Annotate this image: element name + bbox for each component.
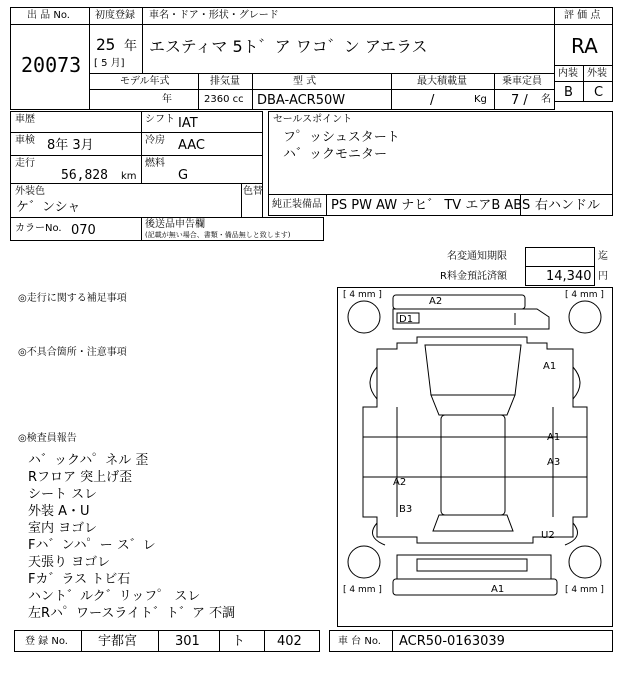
wheel-fr	[569, 301, 601, 333]
front-bumper	[393, 309, 549, 329]
ext-color-cell	[10, 183, 242, 218]
type-value: DBA-ACR50W	[257, 93, 346, 108]
reg-num: 402	[277, 634, 302, 649]
max-load-label-cell	[391, 73, 495, 90]
capacity-cell	[494, 89, 555, 110]
model-year-label: モデル年式	[120, 76, 170, 87]
grade-label: 評 価 点	[564, 10, 601, 21]
recycle-value: 14,340	[546, 269, 592, 284]
inspector-item: Fカ゛ラス トビ石	[28, 572, 131, 587]
equip-cell	[326, 194, 531, 216]
post-items-note: (記載が無い場合、書類・備品無しと致します)	[145, 231, 291, 239]
tire-rl-label: [ 4 mm ]	[343, 585, 382, 595]
reg-area: 宇都宮	[98, 634, 138, 649]
inspector-item: 外装 A・U	[28, 504, 90, 519]
mark-front-bumper: A2	[429, 296, 443, 307]
grade-value: RA	[571, 34, 598, 58]
equip-label: 純正装備品	[272, 199, 322, 210]
model-year-unit: 年	[162, 94, 172, 105]
sales-point-cell	[268, 111, 613, 195]
fuel-value: G	[178, 168, 189, 183]
shift-value: IAT	[178, 116, 198, 131]
max-load-value: /	[430, 93, 435, 108]
mark-right-door-front: A1	[547, 432, 561, 443]
mileage-unit: km	[121, 171, 137, 182]
lot-number-cell	[10, 24, 90, 110]
right-mirror	[573, 367, 580, 399]
inspector-item: ハ゛ックハ゜ネル 歪	[28, 453, 149, 468]
inspector-item: Fハ゛ンハ゜ー ス゛レ	[28, 538, 156, 553]
fuel-label: 燃料	[145, 158, 165, 169]
ext-color-label: 外装色	[15, 186, 45, 197]
max-load-unit: Kg	[474, 94, 487, 105]
inspector-item: ハント゛ルク゛リッフ゜ スレ	[28, 589, 201, 604]
equip-label-cell	[268, 194, 327, 216]
car-name-label-cell	[142, 7, 555, 25]
type-label: 型 式	[293, 76, 317, 87]
front-bumper-top	[393, 295, 525, 309]
rear-glass	[433, 515, 513, 531]
inspector-item: シート スレ	[28, 487, 98, 502]
interior-label-cell	[554, 65, 584, 82]
sales-point-label: セールスポイント	[273, 114, 353, 125]
driving-notes-title: ◎走行に関する補足事項	[18, 293, 127, 304]
mileage-value: 56,828	[61, 168, 108, 183]
ac-cell	[141, 132, 263, 156]
sales-point-2: ハ゛ックモニター	[283, 147, 388, 162]
inspector-item: 天張り ヨゴレ	[28, 555, 111, 570]
inspector-item: 左Rハ゜ワースライト゛ト゛ア 不調	[28, 606, 236, 621]
displacement-cell	[198, 89, 253, 110]
type-label-cell	[252, 73, 392, 90]
tire-rr-label: [ 4 mm ]	[565, 585, 604, 595]
recycle-unit: 円	[598, 271, 608, 282]
capacity-unit: 名	[541, 94, 551, 105]
handle-value: 右ハンドル	[535, 198, 601, 213]
first-reg-label-cell	[89, 7, 143, 25]
car-name: エスティマ 5ト゛ア ワコ゛ン アエラス	[149, 37, 428, 56]
reg-kana: ト	[232, 634, 246, 649]
reg-year: 25	[96, 35, 116, 54]
color-change-cell	[241, 183, 263, 218]
roof	[441, 415, 505, 515]
deadline-label: 名変通知期限	[447, 251, 507, 262]
car-name-cell	[142, 24, 555, 74]
right-rear-fender	[565, 523, 578, 545]
max-load-cell	[391, 89, 495, 110]
wheel-rl	[348, 546, 380, 578]
reg-month: [ 5 月]	[94, 58, 125, 69]
displacement-value: 2360 cc	[204, 94, 244, 105]
chassis-label: 車 台 No.	[338, 636, 381, 647]
ac-label: 冷房	[145, 135, 165, 146]
inspector-item: 室内 ヨゴレ	[28, 521, 98, 536]
first-reg-cell	[89, 24, 143, 74]
lot-number: 20073	[21, 53, 82, 77]
windshield	[431, 395, 515, 415]
color-no-cell	[10, 217, 142, 241]
left-mirror	[370, 367, 377, 399]
grade-cell	[554, 24, 613, 66]
capacity-value: 7 /	[511, 93, 528, 108]
reg-class-cell	[158, 630, 220, 652]
reg-no-label: 登 録 No.	[25, 636, 68, 647]
first-reg-label: 初度登録	[95, 10, 135, 21]
model-year-label-cell	[89, 73, 199, 90]
inspector-item: Rフロア 突上げ歪	[28, 470, 133, 485]
handle-cell	[520, 194, 613, 216]
defect-notes-title: ◎不具合箇所・注意事項	[18, 347, 127, 358]
shift-label: シフト	[145, 114, 175, 125]
sales-point-1: フ゜ッシュスタート	[283, 130, 400, 145]
post-items-cell	[141, 217, 324, 241]
color-change-label: 色替	[243, 186, 263, 197]
tire-fl-label: [ 4 mm ]	[343, 290, 382, 300]
mark-rear-bumper: A1	[491, 584, 505, 595]
recycle-box	[525, 266, 595, 286]
reg-kana-cell	[219, 630, 265, 652]
inspection-cell	[10, 132, 142, 156]
ext-color-value: ケ゛ンシャ	[16, 200, 81, 215]
inspection-label: 車検	[15, 135, 35, 146]
chassis-value: ACR50-0163039	[399, 634, 505, 649]
recycle-label: R料金預託済額	[440, 271, 507, 282]
color-no-label: カラーNo.	[15, 223, 62, 234]
mark-left-door: A2	[393, 477, 407, 488]
capacity-label-cell	[494, 73, 555, 90]
inspector-list	[28, 449, 235, 619]
wheel-fl	[348, 301, 380, 333]
reg-num-cell	[264, 630, 320, 652]
reg-area-cell	[81, 630, 159, 652]
exterior-label: 外装	[587, 68, 607, 79]
color-no-value: 070	[71, 223, 96, 238]
car-name-label: 車名・ドア・形状・グレード	[149, 10, 279, 21]
mark-right-front: A1	[543, 361, 557, 372]
inspection-value: 8年 3月	[47, 138, 94, 153]
mark-right-door-rear: A3	[547, 457, 561, 468]
history-cell	[10, 111, 142, 133]
car-damage-diagram	[337, 287, 613, 627]
exterior-grade: C	[594, 85, 604, 100]
shift-cell	[141, 111, 263, 133]
deadline-box	[525, 247, 595, 267]
history-label: 車歴	[15, 114, 35, 125]
exterior-label-cell	[583, 65, 613, 82]
chassis-label-cell	[329, 630, 393, 652]
mileage-label: 走行	[15, 158, 35, 169]
rear-bumper-bottom	[393, 579, 557, 595]
reg-class: 301	[175, 634, 200, 649]
type-cell	[252, 89, 392, 110]
inspector-title: ◎検査員報告	[18, 433, 77, 444]
displacement-label-cell	[198, 73, 253, 90]
tire-fr-label: [ 4 mm ]	[565, 290, 604, 300]
fuel-cell	[141, 155, 263, 184]
post-items-label: 後送品申告欄	[145, 219, 205, 230]
interior-label: 内装	[558, 68, 578, 79]
mileage-cell	[10, 155, 142, 184]
displacement-label: 排気量	[210, 76, 240, 87]
capacity-label: 乗車定員	[502, 76, 542, 87]
reg-no-label-cell	[14, 630, 82, 652]
reg-year-unit: 年	[124, 39, 138, 54]
max-load-label: 最大積載量	[417, 76, 467, 87]
exterior-cell	[583, 81, 613, 102]
mark-right-rear: U2	[541, 530, 555, 541]
wheel-rr	[569, 546, 601, 578]
lot-label-cell	[10, 7, 90, 25]
interior-grade: B	[564, 85, 573, 100]
interior-cell	[554, 81, 584, 102]
model-year-cell	[89, 89, 199, 110]
mark-front-grille: D1	[399, 314, 414, 325]
grade-label-cell	[554, 7, 613, 25]
left-rear-fender	[373, 523, 386, 545]
mark-left-rear: B3	[399, 504, 413, 515]
chassis-cell	[392, 630, 613, 652]
hood	[425, 345, 521, 395]
deadline-unit: 迄	[598, 251, 608, 262]
lot-label: 出 品 No.	[27, 10, 70, 21]
equip-value: PS PW AW ナヒ゛ TV エアB ABS	[331, 198, 531, 213]
ac-value: AAC	[178, 138, 205, 153]
